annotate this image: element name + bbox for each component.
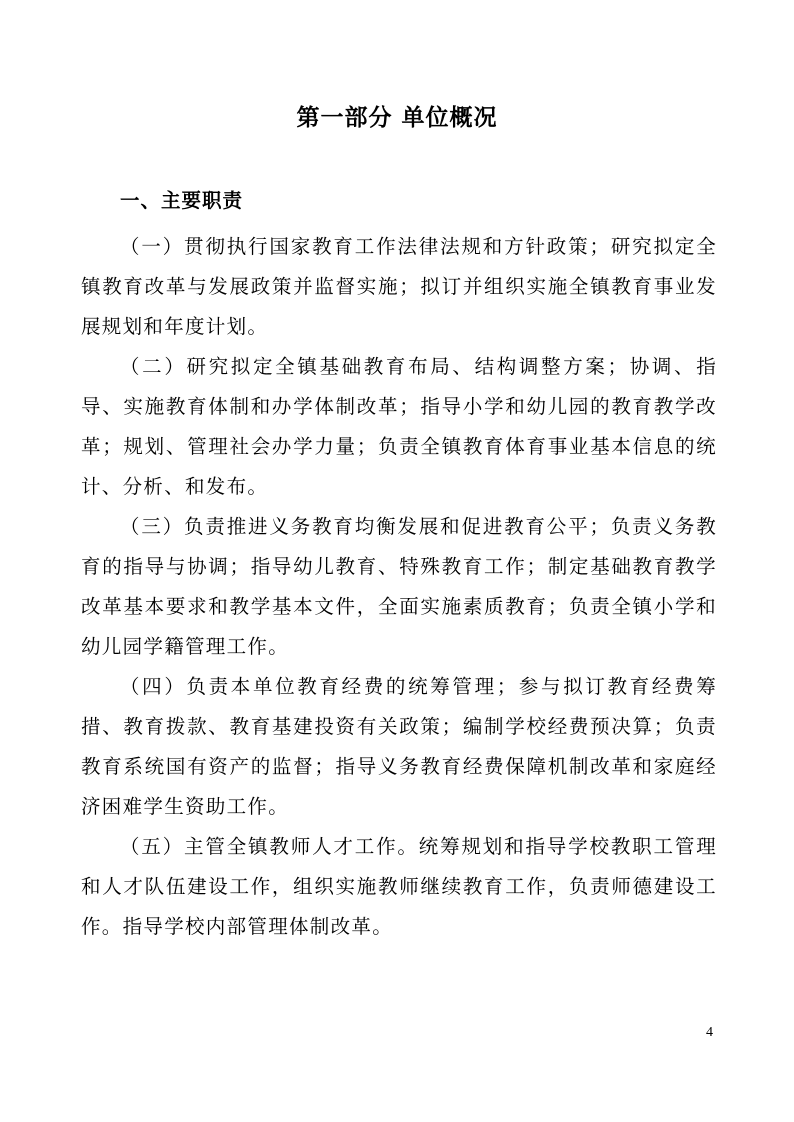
- paragraph-3: （三）负责推进义务教育均衡发展和促进教育公平；负责义务教育的指导与协调；指导幼儿教育、特殊教育工作；制定基础教育教学改革基本要求和教学基本文件，全面实施素质教育；负责全镇小学和幼儿园学籍管理工作。: [81, 515, 717, 658]
- page-title: 第一部分 单位概况: [296, 105, 498, 131]
- paragraph-1: （一）贯彻执行国家教育工作法律法规和方针政策；研究拟定全镇教育改革与发展政策并监督实施；拟订并组织实施全镇教育事业发展规划和年度计划。: [81, 235, 717, 338]
- paragraph-5: （五）主管全镇教师人才工作。统筹规划和指导学校教职工管理和人才队伍建设工作，组织实施教师继续教育工作，负责师德建设工作。指导学校内部管理体制改革。: [81, 835, 717, 938]
- page-number: 4: [706, 1025, 713, 1040]
- section-body: [81, 227, 717, 947]
- paragraph-2: （二）研究拟定全镇基础教育布局、结构调整方案；协调、指导、实施教育体制和办学体制改革；指导小学和幼儿园的教育教学改革；规划、管理社会办学力量；负责全镇教育体育事业基本信息的统计、分析、和发布。: [81, 355, 717, 498]
- section-heading: 一、主要职责: [120, 189, 244, 212]
- paragraph-4: （四）负责本单位教育经费的统筹管理；参与拟订教育经费筹措、教育拨款、教育基建投资有关政策；编制学校经费预决算；负责教育系统国有资产的监督；指导义务教育经费保障机制改革和家庭经济困难学生资助工作。: [81, 675, 717, 818]
